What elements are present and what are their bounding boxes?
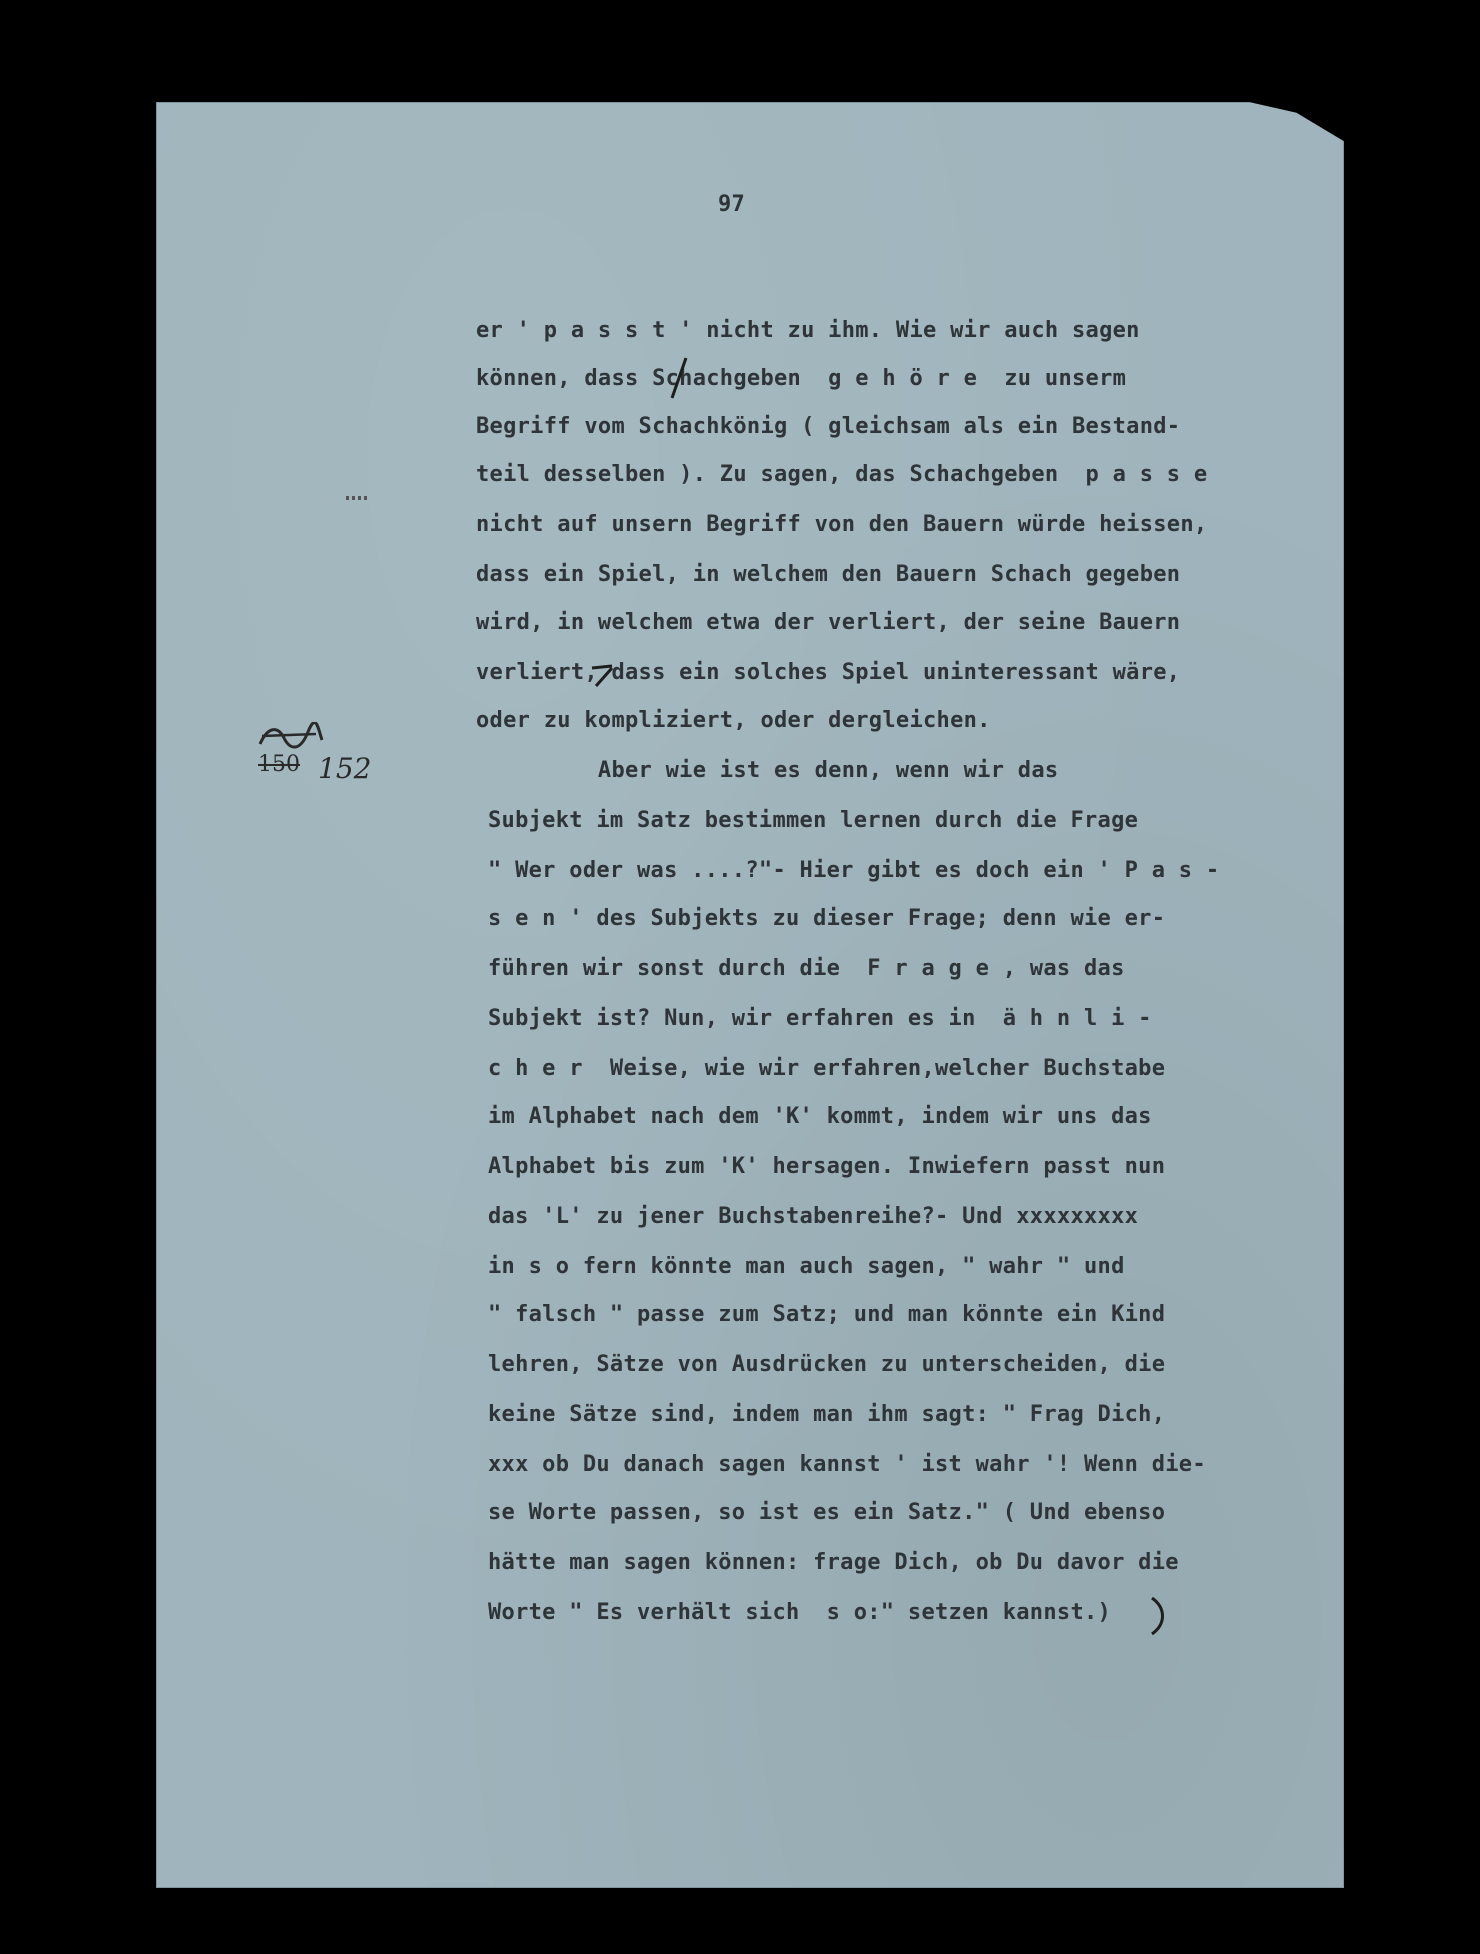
text-line: c h e r Weise, wie wir erfahren,welcher Buchstabe [488,1056,1166,1081]
text-line: wird, in welchem etwa der verliert, der seine Bauern [476,610,1181,635]
text-line: dass ein Spiel, in welchem den Bauern Schach gegeben [476,562,1181,587]
text-line: Alphabet bis zum 'K' hersagen. Inwiefern passt nun [488,1154,1166,1179]
correction-slash [668,356,690,400]
text-line: führen wir sonst durch die F r a g e , was das [488,956,1125,981]
text-line: teil desselben ). Zu sagen, das Schachgeben p a s s e [476,462,1208,487]
page-number: 97 [718,192,746,217]
text-line: s e n ' des Subjekts zu dieser Frage; denn wie er- [488,906,1166,931]
text-line: nicht auf unsern Begriff von den Bauern würde heissen, [476,512,1208,537]
text-line: lehren, Sätze von Ausdrücken zu unterscheiden, die [488,1352,1166,1377]
text-line: hätte man sagen können: frage Dich, ob Du davor die [488,1550,1179,1575]
text-line: xxx ob Du danach sagen kannst ' ist wahr '! Wenn die- [488,1452,1206,1477]
correction-mark [590,660,616,690]
text-line: se Worte passen, so ist es ein Satz." ( Und ebenso [488,1500,1166,1525]
text-line: er ' p a s s t ' nicht zu ihm. Wie wir auch sagen [476,318,1140,343]
text-line: Begriff vom Schachkönig ( gleichsam als ein Bestand- [476,414,1181,439]
text-line: verliert, dass ein solches Spiel uninteressant wäre, [476,660,1181,685]
text-line: in s o fern könnte man auch sagen, " wahr " und [488,1254,1125,1279]
archive-number: 152 [318,752,372,785]
text-line: können, dass Schachgeben g e h ö r e zu unserm [476,366,1127,391]
text-line: Subjekt im Satz bestimmen lernen durch die Frage [488,808,1139,833]
text-line: Worte " Es verhält sich s o:" setzen kannst.) [488,1600,1112,1625]
text-line: " falsch " passe zum Satz; und man könnte ein Kind [488,1302,1166,1327]
text-line: " Wer oder was ....?"- Hier gibt es doch ein ' P a s - [488,858,1220,883]
text-line: Subjekt ist? Nun, wir erfahren es in ä h n l i - [488,1006,1152,1031]
text-line: das 'L' zu jener Buchstabenreihe?- Und xxxxxxxxx [488,1204,1139,1229]
text-line: oder zu kompliziert, oder dergleichen. [476,708,991,733]
text-line: Aber wie ist es denn, wenn wir das [476,758,1059,783]
text-line: im Alphabet nach dem 'K' kommt, indem wir uns das [488,1104,1152,1129]
struck-archive-number: 150 [258,752,300,777]
pencil-mark [346,496,370,500]
scribble-mark [256,722,324,752]
handwritten-bracket [1146,1596,1170,1636]
text-line: keine Sätze sind, indem man ihm sagt: " Frag Dich, [488,1402,1166,1427]
